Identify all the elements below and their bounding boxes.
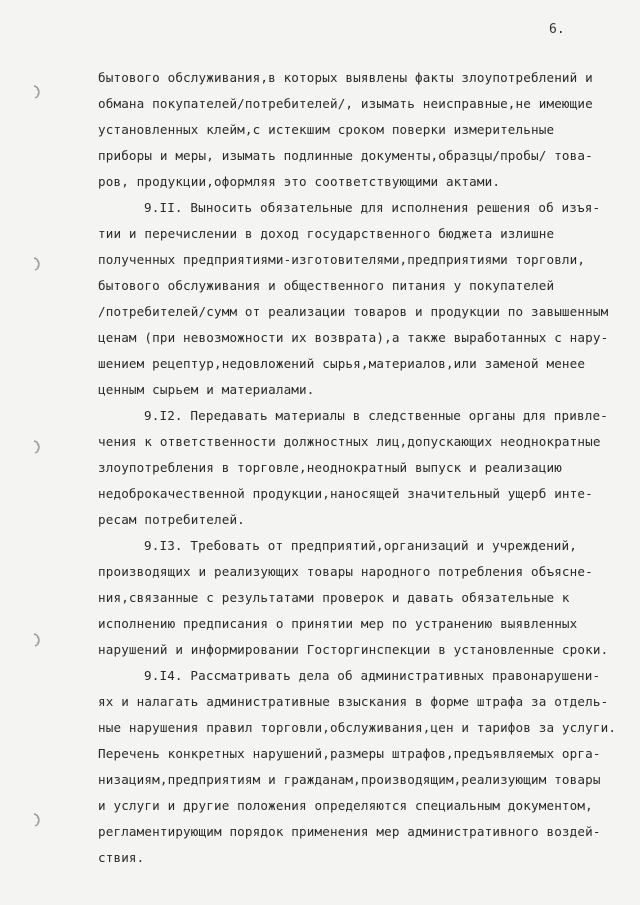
text-line: ствия. [98, 850, 145, 865]
text-line: приборы и меры, изымать подлинные документы,образцы/пробы/ това- [98, 148, 593, 163]
text-line: нарушений и информировании Госторгинспекции в установленные сроки. [98, 642, 609, 657]
binder-hole-mark [30, 812, 44, 828]
text-line: недоброкачественной продукции,наносящей значительный ущерб инте- [98, 486, 593, 501]
text-line: шением рецептур,недовложений сырья,материалов,или заменой менее [98, 356, 586, 371]
text-line: бытового обслуживания,в которых выявлены факты злоупотреблений и [98, 70, 593, 85]
binder-hole-mark [30, 84, 44, 100]
paragraph-start-9-13: 9.I3. Требовать от предприятий,организаций и учреждений, [144, 538, 577, 553]
text-line: регламентирующим порядок применения мер административного воздей- [98, 824, 601, 839]
text-line: установленных клейм,с истекшим сроком поверки измерительные [98, 122, 555, 137]
text-line: и услуги и другие положения определяются специальным документом, [98, 798, 593, 813]
binder-hole-mark [30, 632, 44, 648]
text-line: бытового обслуживания и общественного питания у покупателей [98, 278, 555, 293]
text-line: ях и налагать административные взыскания в форме штрафа за отдель- [98, 694, 609, 709]
binder-hole-mark [30, 439, 44, 455]
paragraph-start-9-12: 9.I2. Передавать материалы в следственные органы для привле- [144, 408, 608, 423]
text-line: Перечень конкретных нарушений,размеры штрафов,предъявляемых орга- [98, 746, 601, 761]
text-line: ров, продукции,оформляя это соответствующими актами. [98, 174, 501, 189]
paragraph-start-9-14: 9.I4. Рассматривать дела об административных правонарушени- [144, 668, 601, 683]
text-line: ценным сырьем и материалами. [98, 382, 315, 397]
text-line: ния,связанные с результатами проверок и давать обязательные к [98, 590, 570, 605]
text-line: обмана покупателей/потребителей/, изымать неисправные,не имеющие [98, 96, 593, 111]
text-line: /потребителей/сумм от реализации товаров и продукции по завышенным [98, 304, 609, 319]
text-line: ресам потребителей. [98, 512, 245, 527]
text-line: чения к ответственности должностных лиц,допускающих неоднократные [98, 434, 601, 449]
text-line: исполнению предписания о принятии мер по устранению выявленных [98, 616, 578, 631]
paragraph-start-9-11: 9.II. Выносить обязательные для исполнения решения об изъя- [144, 200, 601, 215]
text-line: полученных предприятиями-изготовителями,предприятиями торговли, [98, 252, 586, 267]
page-number: 6. [549, 22, 565, 37]
text-line: злоупотребления в торговле,неоднократный выпуск и реализацию [98, 460, 562, 475]
text-line: производящих и реализующих товары народного потребления объясне- [98, 564, 593, 579]
text-line: ценам (при невозможности их возврата),а также выработанных с нару- [98, 330, 609, 345]
binder-hole-mark [30, 256, 44, 272]
text-line: низациям,предприятиям и гражданам,производящим,реализующим товары [98, 772, 601, 787]
text-line: тии и перечислении в доход государственного бюджета излишне [98, 226, 555, 241]
text-line: ные нарушения правил торговли,обслуживания,цен и тарифов за услуги. [98, 720, 617, 735]
